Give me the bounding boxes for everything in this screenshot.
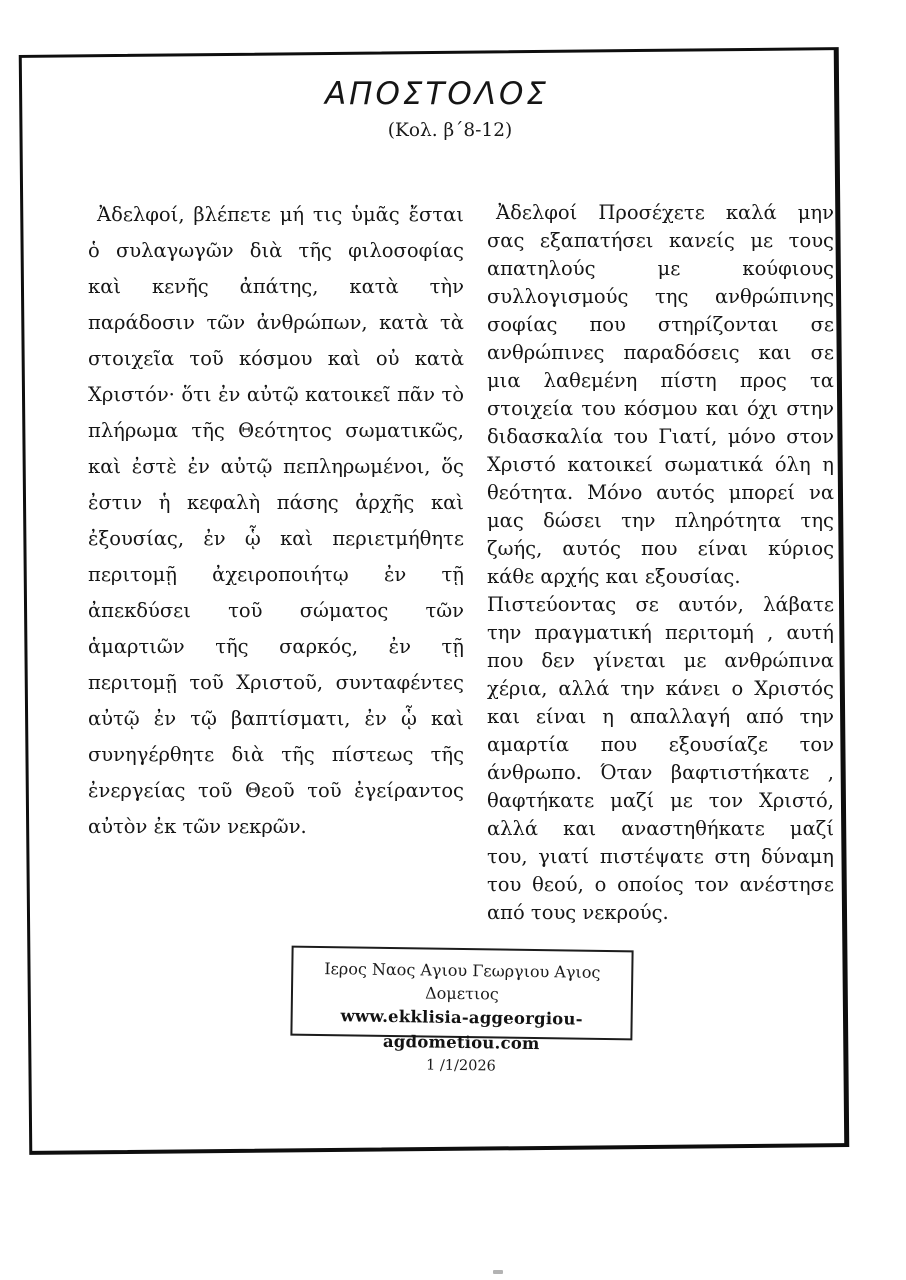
text-line: πλήρωμα τῆς Θεότητος σωματικῶς, (88, 419, 464, 442)
church-name: Ιερος Ναος Αγιου Γεωργιου Αγιος Δομετιος (324, 959, 601, 1004)
text-line: ἐστιν ἡ κεφαλὴ πάσης ἀρχῆς καὶ (88, 491, 464, 514)
text-line: ἐνεργείας τοῦ Θεοῦ τοῦ ἐγείραντος (88, 779, 464, 802)
text-line: Πιστεύοντας σε αυτόν, λάβατε (487, 593, 834, 616)
text-line: του, γιατί πιστέψατε στη δύναμη (487, 845, 834, 868)
text-line: ἁμαρτιῶν τῆς σαρκός, ἐν τῇ (88, 635, 464, 658)
text-line: Χριστόν· ὅτι ἐν αὐτῷ κατοικεῖ πᾶν τὸ (88, 383, 464, 406)
text-line: στοιχεῖα τοῦ κόσμου καὶ οὐ κατὰ (88, 347, 464, 370)
text-line: καὶ ἐστὲ ἐν αὐτῷ πεπληρωμένοι, ὅς (88, 455, 464, 478)
text-line: χέρια, αλλά την κάνει ο Χριστός (487, 677, 834, 700)
text-line: αὐτὸν ἐκ τῶν νεκρῶν. (88, 815, 307, 838)
text-line: ὁ συλαγωγῶν διὰ τῆς φιλοσοφίας (88, 239, 464, 262)
document-title: ΑΠΟΣΤΟΛΟΣ (324, 76, 550, 112)
text-line: άνθρωπο. Όταν βαφτιστήκατε , (487, 761, 834, 784)
text-line: ζωής, αυτός που είναι κύριος (487, 537, 834, 560)
scan-artifact-mark (493, 1270, 503, 1274)
text-line: σας εξαπατήσει κανείς με τους (487, 229, 834, 252)
text-line: θεότητα. Μόνο αυτός μπορεί να (487, 481, 834, 504)
text-line: συνηγέρθητε διὰ τῆς πίστεως τῆς (88, 743, 464, 766)
text-line: Ἀδελφοί Προσέχετε καλά μην (496, 201, 834, 224)
text-line: θαφτήκατε μαζί με τον Χριστό, (487, 789, 834, 812)
text-line: καὶ κενῆς ἀπάτης, κατὰ τὴν (88, 275, 464, 298)
text-line: μια λαθεμένη πίστη προς τα (487, 369, 834, 392)
modern-greek-translation-column (487, 199, 834, 927)
footer-info-box (290, 946, 633, 1075)
text-line: Χριστό κατοικεί σωματικά όλη η (487, 453, 834, 476)
text-line: παράδοσιν τῶν ἀνθρώπων, κατὰ τὰ (88, 311, 464, 334)
text-line: κάθε αρχής και εξουσίας. (487, 565, 741, 588)
text-line: ἀπεκδύσει τοῦ σώματος τῶν (88, 599, 464, 622)
text-line: διδασκαλία του Γιατί, μόνο στον (487, 425, 834, 448)
text-line: ἐξουσίας, ἐν ᾧ καὶ περιετμήθητε (88, 527, 464, 550)
text-line: την πραγματική περιτομή , αυτή (487, 621, 834, 644)
text-line: Ἀδελφοί, βλέπετε μή τις ὑμᾶς ἔσται (97, 203, 464, 226)
text-line: συλλογισμούς της ανθρώπινης (487, 285, 834, 308)
text-line: μας δώσει την πληρότητα της (487, 509, 834, 532)
text-line: περιτομῇ ἀχειροποιήτῳ ἐν τῇ (88, 563, 464, 586)
text-line: αὐτῷ ἐν τῷ βαπτίσματι, ἐν ᾧ καὶ (88, 707, 464, 730)
text-line: ανθρώπινες παραδόσεις και σε (487, 341, 834, 364)
text-line: στοιχεία του κόσμου και όχι στην (487, 397, 834, 420)
text-line: σοφίας που στηρίζονται σε (487, 313, 834, 336)
publication-date: 1 /1/2026 (425, 1057, 496, 1075)
text-line: περιτομῇ τοῦ Χριστοῦ, συνταφέντες (88, 671, 464, 694)
text-line: που δεν γίνεται με ανθρώπινα (487, 649, 834, 672)
text-line: αμαρτία που εξουσίαζε τον (487, 733, 834, 756)
text-line: του θεού, ο οποίος τον ανέστησε (487, 873, 834, 896)
text-line: αλλά και αναστηθήκατε μαζί (487, 817, 834, 840)
translation-paragraph (487, 199, 834, 591)
translation-paragraph (487, 591, 834, 927)
text-line: απατηλούς με κούφιους (487, 257, 834, 280)
scripture-reference: (Κολ. β΄8-12) (387, 120, 513, 141)
church-website-url: www.ekklisia-aggeorgiou-agdometiou.com (340, 1006, 583, 1054)
text-line: και είναι η απαλλαγή από την (487, 705, 834, 728)
original-greek-column (88, 197, 464, 845)
text-line: από τους νεκρούς. (487, 901, 669, 924)
